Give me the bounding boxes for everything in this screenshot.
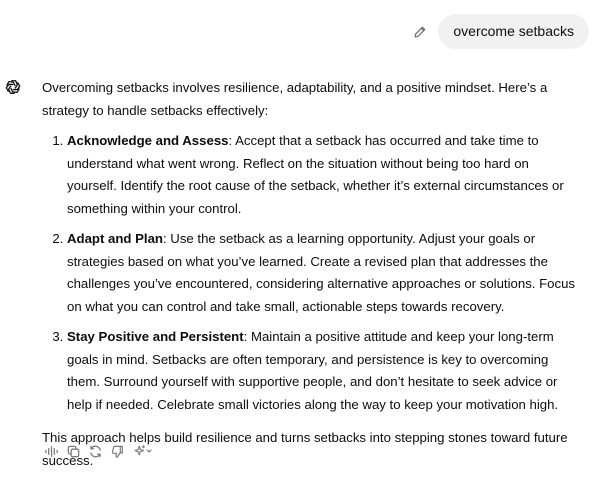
user-message-bubble: overcome setbacks — [438, 14, 589, 49]
copy-icon[interactable] — [66, 444, 81, 459]
answer-intro: Overcoming setbacks involves resilience, adaptability, and a positive mindset. Here’s a strategy to handle setbacks effectively: — [42, 80, 548, 118]
step-text: : Maintain a positive attitude and keep your long-term goals in mind. Setbacks are often temporary, and persistence is key to overcoming them. Surround yourself with supportive people, and don’t hesitate to seek advice or help if needed. Celebrate small victories along the way to keep your motivation high. — [67, 329, 559, 412]
sparkle-model-icon[interactable] — [132, 444, 154, 459]
assistant-message — [42, 77, 582, 472]
step-text: : Use the setback as a learning opportunity. Adjust your goals or strategies based on what you’ve learned. Create a revised plan that addresses the challenges you’ve encountered, considering alternative approaches or solutions. Focus on what you can control and take small, actionable steps towards recovery. — [67, 231, 576, 314]
answer-closing: This approach helps build resilience and turns setbacks into stepping stones toward future success. — [42, 430, 568, 468]
step-title: Acknowledge and Assess — [67, 133, 229, 148]
list-item — [67, 228, 582, 318]
pencil-icon[interactable] — [412, 24, 428, 40]
openai-logo-icon — [3, 77, 23, 97]
list-item — [67, 130, 582, 220]
step-title: Stay Positive and Persistent — [67, 329, 244, 344]
message-actions — [44, 444, 161, 459]
user-message-row — [412, 14, 589, 49]
regenerate-icon[interactable] — [88, 444, 103, 459]
step-title: Adapt and Plan — [67, 231, 163, 246]
thumbs-down-icon[interactable] — [110, 444, 125, 459]
strategy-list — [42, 130, 582, 416]
list-item — [67, 326, 582, 416]
read-aloud-icon[interactable] — [44, 444, 59, 459]
step-text: : Accept that a setback has occurred and take time to understand what went wrong. Reflect on the situation without being too hard on yourself. Identify the root cause of the setback, whether it’s external circumstances or something within your control. — [67, 133, 564, 216]
